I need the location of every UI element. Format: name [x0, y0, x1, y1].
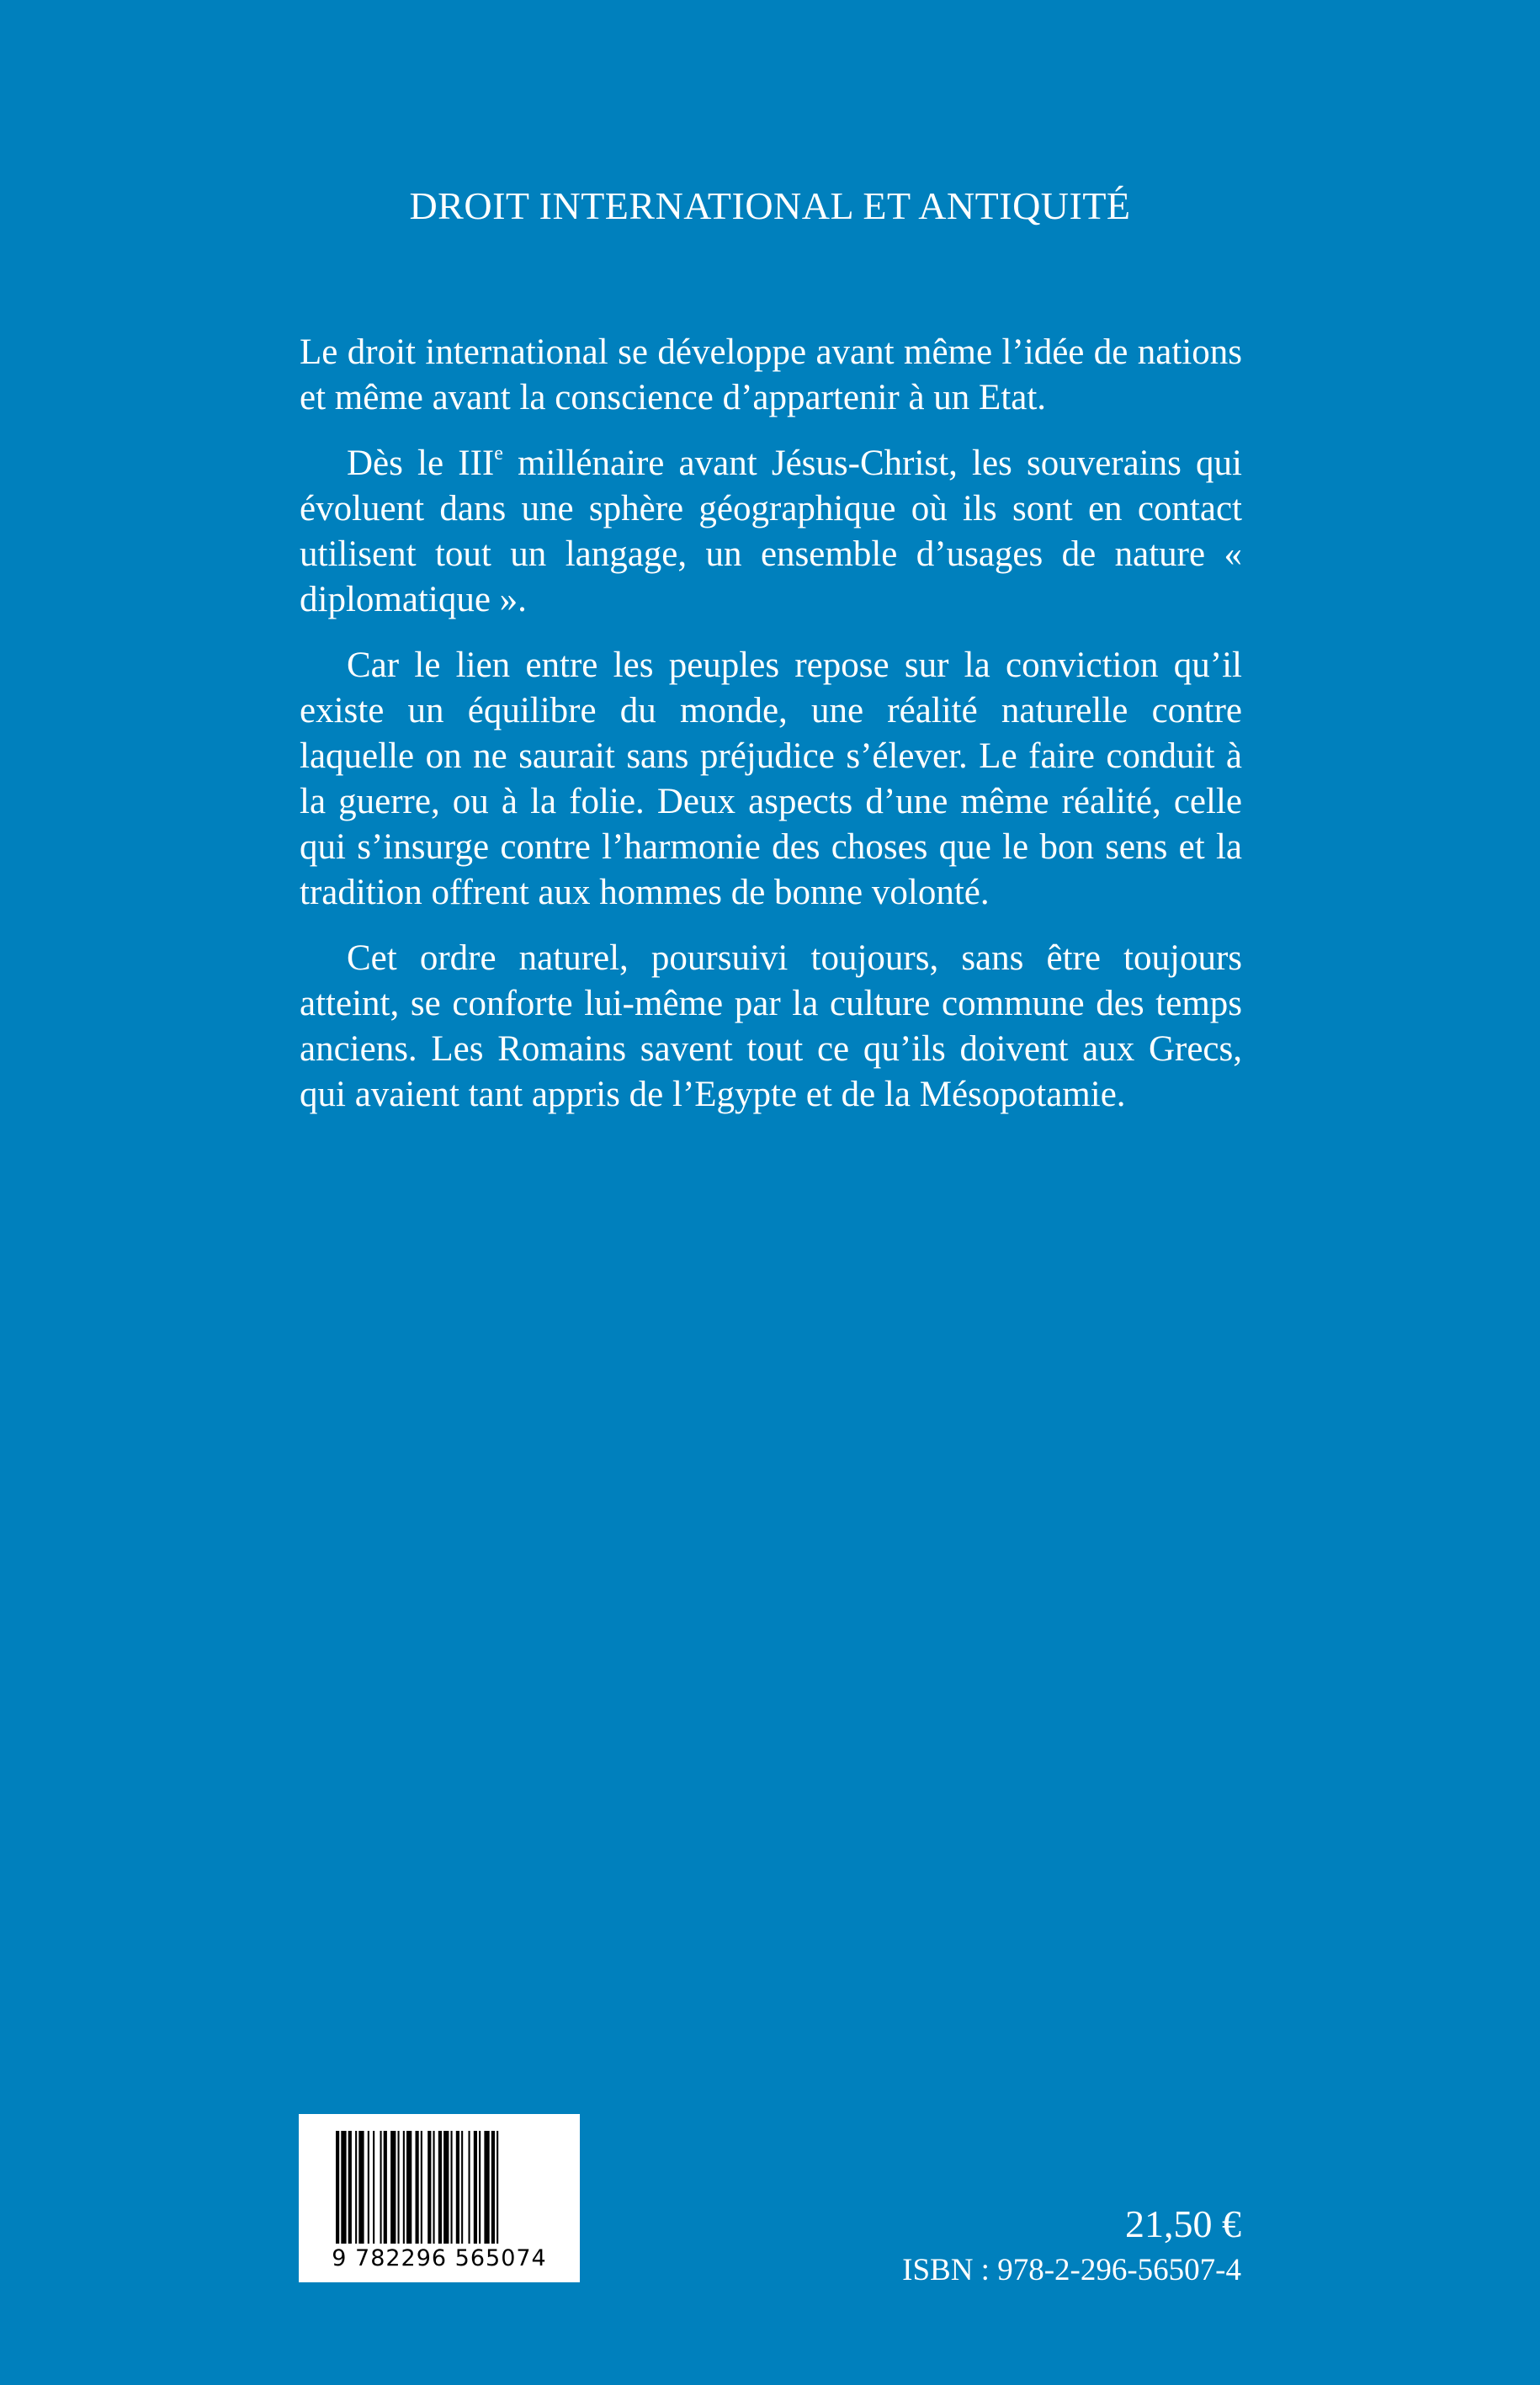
barcode-bar: [451, 2131, 453, 2244]
barcode-bar: [358, 2131, 364, 2244]
barcode-bar: [479, 2131, 481, 2244]
barcode-bar: [438, 2131, 442, 2244]
blurb-paragraph-4: Cet ordre naturel, poursuivi toujours, sans être toujours atteint, se conforte lui-même par la culture commune des temps anciens. Les Romains savent tout ce qu’ils doivent aux Grecs, qui avaient tant appris de l’Egypte et de la Mésopotamie.: [300, 938, 1242, 1114]
barcode-bar: [390, 2131, 396, 2244]
blurb-paragraph-2-start: Dès le III: [347, 444, 495, 483]
blurb-paragraph-3: Car le lien entre les peuples repose sur la conviction qu’il existe un équilibre du monde, une réalité naturelle contre laquelle on ne saurait sans préjudice s’élever. Le faire conduit à la guerre, ou à la folie. Deux aspects d’une même réalité, celle qui s’insurge contre l’harmonie des choses que le bon sens et la tradition offrent aux hommes de bonne volonté.: [300, 645, 1242, 912]
blurb-paragraph-2-end: millénaire avant Jésus-Christ, les souverains qui évoluent dans une sphère géographique où ils sont en contact utilisent tout un langage, un ensemble d’usages de nature « diplomatique ».: [300, 444, 1242, 619]
barcode-bar: [461, 2131, 463, 2244]
barcode-bar: [421, 2131, 422, 2244]
barcode-bar: [336, 2131, 339, 2244]
barcode-bar: [443, 2131, 449, 2244]
barcode-bar: [497, 2131, 498, 2244]
barcode-bar: [348, 2131, 352, 2244]
barcode-bar: [380, 2131, 382, 2244]
barcode-bars: [299, 2114, 580, 2249]
barcode-bar: [398, 2131, 400, 2244]
barcode-bar: [491, 2131, 495, 2244]
barcode-digits: 9 782296 565074: [332, 2245, 547, 2271]
barcode-bar: [341, 2131, 346, 2244]
barcode-bar: [368, 2131, 369, 2244]
cover-title: DROIT INTERNATIONAL ET ANTIQUITÉ: [409, 184, 1131, 227]
barcode-bar: [384, 2131, 387, 2244]
barcode-bar: [456, 2131, 459, 2244]
barcode-bar: [433, 2131, 435, 2244]
isbn: ISBN : 978-2-296-56507-4: [902, 2253, 1241, 2287]
blurb: [300, 330, 1242, 1138]
barcode-bar: [406, 2131, 412, 2244]
barcode-bar: [469, 2131, 470, 2244]
barcode-bar: [484, 2131, 489, 2244]
barcode-bar: [474, 2131, 477, 2244]
barcode-bar: [416, 2131, 419, 2244]
blurb-paragraph-1: Le droit international se développe avant même l’idée de nations et même avant la conscience d’appartenir à un Etat.: [300, 332, 1242, 417]
barcode-bar: [355, 2131, 357, 2244]
barcode-bar: [373, 2131, 374, 2244]
blurb-paragraph-2: [300, 441, 1242, 623]
barcode-bar: [403, 2131, 405, 2244]
millennium-superscript: e: [494, 443, 503, 465]
price: 21,50 €: [1125, 2202, 1241, 2245]
barcode: [299, 2114, 580, 2282]
barcode-bar: [427, 2131, 431, 2244]
